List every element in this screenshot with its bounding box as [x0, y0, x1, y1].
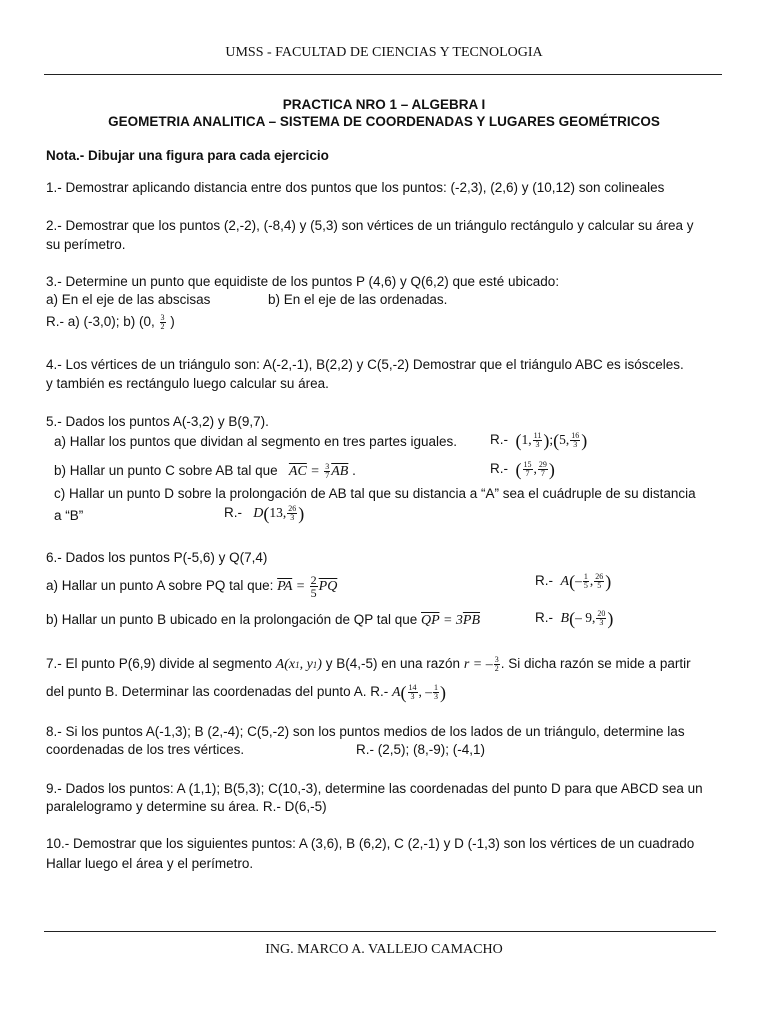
exercise-2-line1: 2.- Demostrar que los puntos (2,-2), (-8,4) y (5,3) son vértices de un triángulo rectángulo y calcular su área y: [46, 218, 694, 233]
exercise-6-line1: 6.- Dados los puntos P(-5,6) y Q(7,4): [46, 550, 268, 565]
exercise-5-c-answer: R.- D(13, $\frac{26}{3}$ ): [224, 503, 305, 524]
exercise-5-c-line2: a “B”: [54, 508, 84, 523]
exercise-6-a-answer: R.- A(– $\frac{1}{5}$ , $\frac{26}{5}$ ): [535, 571, 612, 592]
exercise-5-b-answer: R.- ( $\frac{15}{7}$ , $\frac{29}{7}$ ): [490, 459, 555, 480]
header-rule: [44, 74, 722, 75]
practice-title: PRACTICA NRO 1 – ALGEBRA I: [282, 97, 486, 112]
exercise-4-line2: y también es rectángulo luego calcular su área.: [46, 376, 329, 391]
exercise-8-answer: R.- (2,5); (8,-9); (-4,1): [356, 742, 486, 757]
exercise-10-line2: Hallar luego el área y el perímetro.: [46, 856, 254, 871]
topic-title: GEOMETRIA ANALITICA – SISTEMA DE COORDENADAS Y LUGARES GEOMÉTRICOS: [108, 114, 660, 129]
exercise-7-line1: 7.- El punto P(6,9) divide al segmento A(x1, y1) y B(4,-5) en una razón r = – $\frac{3}{2}$ . Si dicha razón se mide a partir: [46, 654, 691, 673]
page-header: UMSS - FACULTAD DE CIENCIAS Y TECNOLOGIA: [225, 45, 543, 60]
exercise-5-c: c) Hallar un punto D sobre la prolongación de AB tal que su distancia a “A” sea el cuádruple de su distancia: [54, 486, 696, 501]
exercise-5-a-answer: R.- (1, $\frac{11}{3}$ );(5, $\frac{16}{3}$ ): [490, 430, 588, 451]
exercise-3-line1: 3.- Determine un punto que equidiste de los puntos P (4,6) y Q(6,2) que esté ubicado:: [46, 274, 560, 289]
exercise-8-line2: coordenadas de los tres vértices.: [46, 742, 245, 757]
exercise-5-line1: 5.- Dados los puntos A(-3,2) y B(9,7).: [46, 414, 269, 429]
fraction-3-2: $\frac{3}{2}$: [160, 312, 165, 331]
exercise-7-line2: del punto B. Determinar las coordenadas del punto A. R.- A( $\frac{14}{3}$ , – $\frac{1}{3}$ ): [46, 682, 447, 703]
exercise-10-line1: 10.- Demostrar que los siguientes puntos: A (3,6), B (6,2), C (2,-1) y D (-1,3) son los vértices de un cuadrado: [46, 836, 695, 851]
exercise-4-line1: 4.- Los vértices de un triángulo son: A(-2,-1), B(2,2) y C(5,-2) Demostrar que el triángulo ABC es isósceles.: [46, 357, 684, 372]
vector-ab: $\overline{AB}$: [331, 464, 349, 479]
exercise-6-a: a) Hallar un punto A sobre PQ tal que: $\overline{PA}$ = $\frac{2}{5}$ $\overline{PQ}$: [46, 573, 338, 600]
exercise-5-b: b) Hallar un punto C sobre AB tal que $\overline{AC}$ = $\frac{3}{7}$ $\overline{AB}$ .: [54, 461, 356, 480]
exercise-3-option-a: a) En el eje de las abscisas: [46, 292, 211, 307]
exercise-3-answer: R.- a) (-3,0); b) (0, $\frac{3}{2}$ ): [46, 312, 175, 331]
exercise-9-line2: paralelogramo y determine su área. R.- D(6,-5): [46, 799, 327, 814]
exercise-9-line1: 9.- Dados los puntos: A (1,1); B(5,3); C(10,-3), determine las coordenadas del punto D para que ABCD sea un: [46, 781, 703, 796]
exercise-3-option-b: b) En el eje de las ordenadas.: [268, 292, 448, 307]
nota-line: Nota.- Dibujar una figura para cada ejercicio: [46, 148, 329, 163]
vector-ac: $\overline{AC}$: [288, 464, 307, 479]
exercise-2-line2: su perímetro.: [46, 237, 126, 252]
exercise-1: 1.- Demostrar aplicando distancia entre dos puntos que los puntos: (-2,3), (2,6) y (10,12) son colineales: [46, 180, 665, 195]
footer-rule: [44, 931, 716, 932]
exercise-3-answer-text: R.- a) (-3,0); b) (0,: [46, 314, 155, 329]
exercise-6-b-answer: R.- B(– 9, $\frac{20}{3}$ ): [535, 608, 614, 629]
exercise-8-line1: 8.- Si los puntos A(-1,3); B (2,-4); C(5,-2) son los puntos medios de los lados de un triángulo, determine las: [46, 724, 685, 739]
exercise-5-a: a) Hallar los puntos que dividan al segmento en tres partes iguales.: [54, 434, 457, 449]
exercise-6-b: b) Hallar un punto B ubicado en la prolongación de QP tal que $\overline{QP} = 3\overline{PB}$: [46, 612, 481, 628]
page-footer: ING. MARCO A. VALLEJO CAMACHO: [265, 942, 503, 957]
